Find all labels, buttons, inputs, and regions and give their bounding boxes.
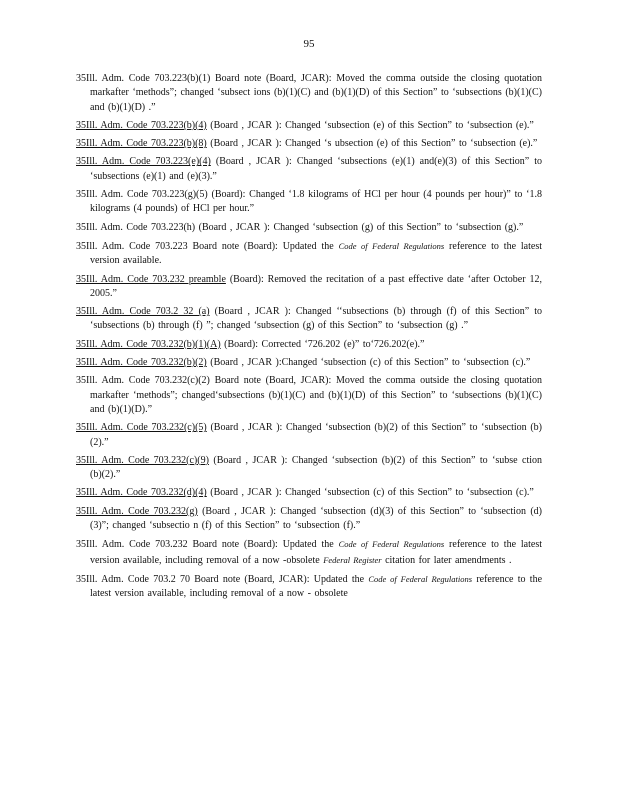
citation: 35Ill. Adm. Code 703.232(g) xyxy=(76,505,198,517)
amendment-entry xyxy=(76,305,542,334)
italic-title: Code of Federal Regulations xyxy=(338,539,445,550)
italic-title: Code of Federal Regulations xyxy=(338,240,445,251)
entry-text: (Board): Removed the recitation of a past effective date ‘after October 12, 2005.” xyxy=(90,273,542,299)
citation: 35Ill. Adm. Code 703.232 xyxy=(76,539,188,551)
citation: 35Ill. Adm. Code 703.223 xyxy=(76,240,188,252)
entry-text: (Board , JCAR ): Changed ‘s ubsection (e) of this Section” to ‘subsection (e).” xyxy=(210,138,538,150)
entry-text: Board note (Board, JCAR): Moved the comma outside the closing quotation markafter ‘methods”; changed‘subsections (b)(1)(C) and (b)(1)(D) of this Section” to ‘subsections (b)(1)(C) and (b)(1)(D).” xyxy=(90,375,542,415)
entry-text: (Board , JCAR ):Changed ‘subsection (c) of this Section” to ‘subsection (c).” xyxy=(210,357,531,369)
amendment-entry xyxy=(76,137,542,151)
citation: 35Ill. Adm. Code 703.232 preamble xyxy=(76,273,226,285)
citation: 35Ill. Adm. Code 703.232(b)(2) xyxy=(76,357,207,369)
amendment-entry xyxy=(76,374,542,417)
amendment-entry xyxy=(76,537,542,568)
amendment-entry xyxy=(76,119,542,133)
entry-text: reference to the latest version available, including removal of a now -obsolete xyxy=(90,539,542,566)
citation: 35Ill. Adm. Code 703.232(c)(5) xyxy=(76,422,207,434)
entry-text: (Board , JCAR ): Changed ‘subsection (b)(2) of this Section” to ‘subsection (b)(2).” xyxy=(90,422,543,448)
citation: 35Ill. Adm. Code 703.232(b)(1)(A) xyxy=(76,338,221,350)
amendment-entry xyxy=(76,572,542,602)
citation: 35Ill. Adm. Code 703.223(e)(4) xyxy=(76,156,211,168)
citation: 35Ill. Adm. Code 703.232(c)(2) xyxy=(76,375,210,387)
citation: 35Ill. Adm. Code 703.2 32 (a) xyxy=(76,306,210,318)
citation: 35Ill. Adm. Code 703.2 70 xyxy=(76,573,190,585)
entry-text: Board note (Board): Updated the xyxy=(192,539,339,551)
citation: 35Ill. Adm. Code 703.232(d)(4) xyxy=(76,487,207,499)
amendment-entry xyxy=(76,338,542,352)
citation: 35Ill. Adm. Code 703.232(c)(9) xyxy=(76,454,209,466)
entry-text: (Board , JCAR ): Changed ‘‘subsections (b) through (f) of this Section” to ‘subsections (b) through (f) ”; changed ‘subsection (g) of this Section” to ‘subsection (g) .” xyxy=(90,306,543,332)
amendment-entry xyxy=(76,486,542,500)
italic-title: Code of Federal Regulations xyxy=(368,573,473,584)
amendment-entry xyxy=(76,72,542,115)
amendment-entry xyxy=(76,155,542,184)
citation: 35Ill. Adm. Code 703.223(b)(8) xyxy=(76,138,207,150)
entry-text: (Board , JCAR ): Changed ‘subsection (g) of this Section” to ‘subsection (g).” xyxy=(198,221,524,233)
entry-text: reference to the latest version available, including removal of a now - obsolete xyxy=(90,573,543,600)
amendment-entry xyxy=(76,505,542,534)
entry-text: Board note (Board, JCAR): Moved the comma outside the closing quotation markafter ‘methods”; changed ‘subsect ions (b)(1)(C) and (b)(1)(D) of this Section” to ‘subsections (b)(1)(C) and (b)(1)(D) .” xyxy=(90,73,543,113)
amendment-entry xyxy=(76,356,542,370)
entry-list xyxy=(76,72,542,606)
entry-text: (Board): Changed ‘1.8 kilograms of HCl per hour (4 pounds per hour)” to ‘1.8 kilograms (4 pounds) of HCl per hour.” xyxy=(90,189,543,215)
entry-text: (Board , JCAR ): Changed ‘subsection (b)(2) of this Section” to ‘subse ction (b)(2).” xyxy=(90,454,543,481)
amendment-entry xyxy=(76,239,542,269)
amendment-entry xyxy=(76,188,542,217)
page-number: 95 xyxy=(303,38,315,50)
citation: 35Ill. Adm. Code 703.223(b)(1) xyxy=(76,73,211,84)
entry-text: (Board): Corrected ‘726.202 (e)” to‘726.202(e).” xyxy=(224,338,425,350)
entry-text: Board note (Board, JCAR): Updated the xyxy=(194,573,369,585)
italic-title: Federal Register xyxy=(323,554,382,565)
amendment-entry xyxy=(76,454,542,483)
citation: 35Ill. Adm. Code 703.223(b)(4) xyxy=(76,119,207,131)
entry-text: (Board , JCAR ): Changed ‘subsection (c) of this Section” to ‘subsection (c).” xyxy=(210,487,534,499)
entry-text: (Board , JCAR ): Changed ‘subsections (e)(1) and(e)(3) of this Section” to ‘subsections (e)(1) and (e)(3).” xyxy=(90,156,543,182)
entry-text: (Board , JCAR ): Changed ‘subsection (d)(3) of this Section” to ‘subsection (d)(3)”; changed ‘subsectio n (f) of this Section” to ‘subsection (f).” xyxy=(90,505,542,532)
amendment-entry xyxy=(76,421,542,450)
entry-text: reference to the latest version available. xyxy=(90,240,542,267)
citation: 35Ill. Adm. Code 703.223(h) xyxy=(76,221,196,233)
entry-text: (Board , JCAR ): Changed ‘subsection (e) of this Section” to ‘subsection (e).” xyxy=(210,119,534,131)
citation: 35Ill. Adm. Code 703.223(g)(5) xyxy=(76,189,208,201)
amendment-entry xyxy=(76,221,542,235)
entry-text: citation for later amendments . xyxy=(381,554,512,566)
entry-text: Board note (Board): Updated the xyxy=(192,240,339,252)
amendment-entry xyxy=(76,273,542,302)
